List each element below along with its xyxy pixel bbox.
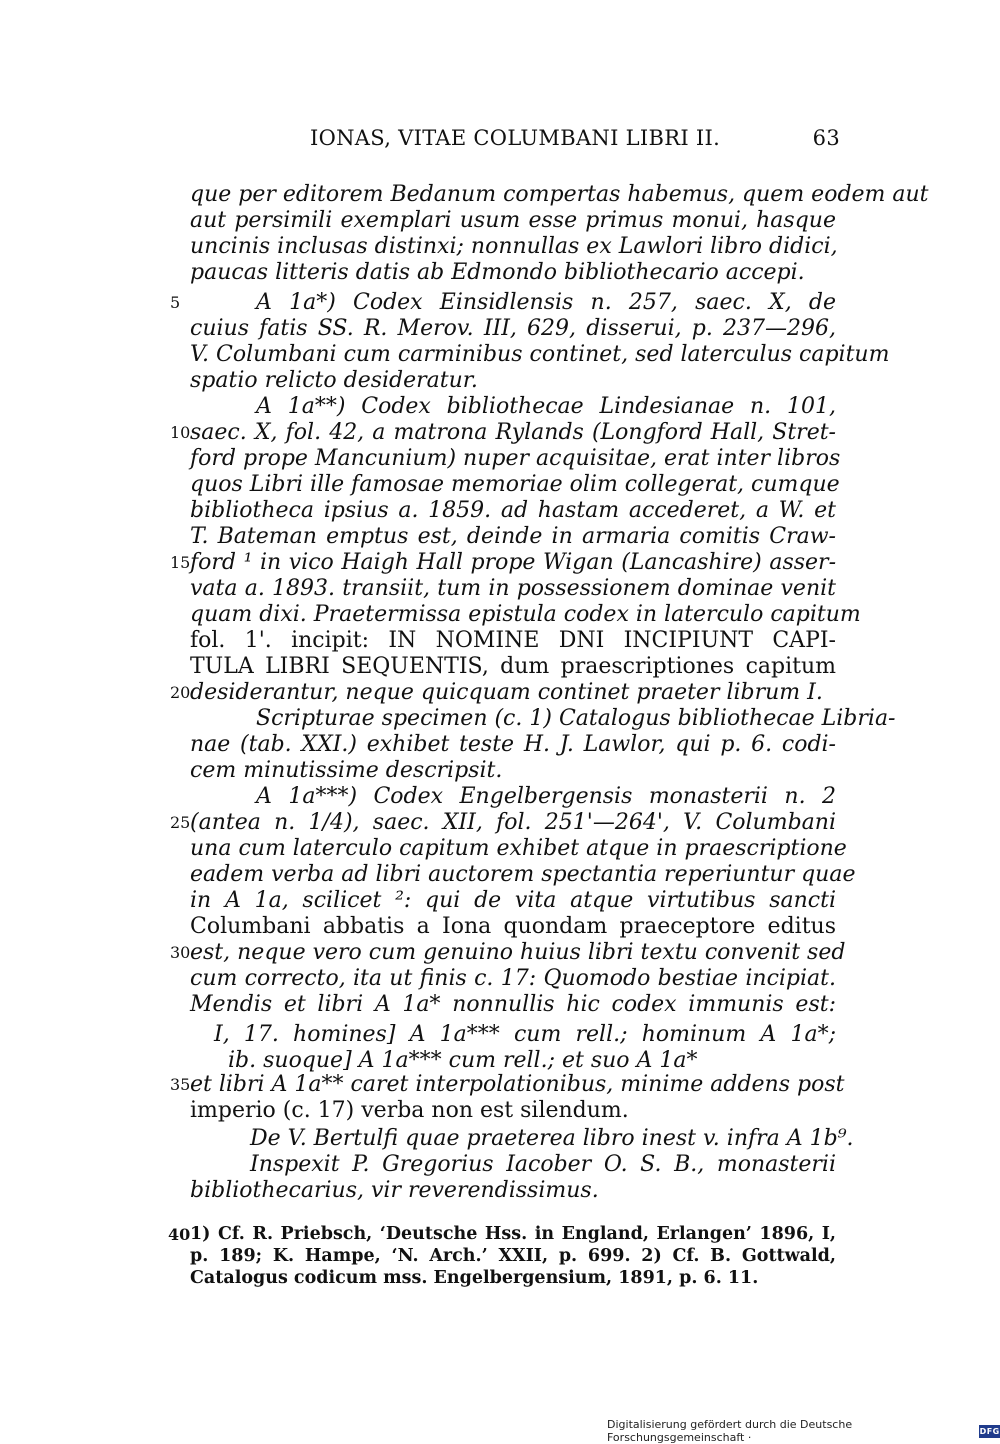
text-line: (antea n. 1/4), saec. XII, fol. 251'—264', V. Columbani: [190, 810, 836, 835]
text-line: Scripturae specimen (c. 1) Catalogus bibliothecae Libria-: [256, 706, 896, 731]
header-title: IONAS, VITAE COLUMBANI LIBRI II.: [310, 126, 721, 150]
text-line: ford ¹ in vico Haigh Hall prope Wigan (Lancashire) asser-: [190, 550, 836, 575]
text-line: quos Libri ille famosae memoriae olim collegerat, cumque: [190, 472, 840, 497]
text-line: eadem verba ad libri auctorem spectantia reperiuntur quae: [190, 862, 856, 887]
text-line: in A 1a, scilicet ²: qui de vita atque virtutibus sancti: [190, 888, 836, 913]
text-line: cuius fatis SS. R. Merov. III, 629, disserui, p. 237—296,: [190, 316, 836, 341]
text-line: vata a. 1893. transiit, tum in possessionem dominae venit: [190, 576, 836, 601]
running-header: [310, 126, 840, 150]
text-line: Inspexit P. Gregorius Iacober O. S. B., monasterii: [250, 1152, 836, 1177]
text-line: V. Columbani cum carminibus continet, sed laterculus capitum: [190, 342, 890, 367]
text-line: et libri A 1a** caret interpolationibus, minime addens post: [190, 1072, 845, 1097]
text-line: aut persimili exemplari usum esse primus monui, hasque: [190, 208, 836, 233]
footnote-line: 1) Cf. R. Priebsch, ‘Deutsche Hss. in England, Erlangen’ 1896, I,: [190, 1224, 836, 1244]
text-line: una cum laterculo capitum exhibet atque in praescriptione: [190, 836, 847, 861]
text-line: Columbani abbatis a Iona quondam praeceptore editus: [190, 914, 836, 939]
text-line: uncinis inclusas distinxi; nonnullas ex Lawlori libro didici,: [190, 234, 838, 259]
digitization-credit: [607, 1418, 1000, 1444]
text-line: A 1a***) Codex Engelbergensis monasterii n. 2: [256, 784, 836, 809]
footnote-line-number: 40: [168, 1225, 191, 1244]
text-line: paucas litteris datis ab Edmondo bibliothecario accepi.: [190, 260, 805, 285]
text-line: desiderantur, neque quicquam continet praeter librum I.: [190, 680, 823, 705]
text-line: quam dixi. Praetermissa epistula codex in laterculo capitum: [190, 602, 861, 627]
text-line: TULA LIBRI SEQUENTIS, dum praescriptiones capitum: [190, 654, 836, 679]
text-line: bibliotheca ipsius a. 1859. ad hastam accederet, a W. et: [190, 498, 836, 523]
text-line: ib. suoque] A 1a*** cum rell.; et suo A 1a*: [228, 1048, 698, 1073]
text-line: I, 17. homines] A 1a*** cum rell.; hominum A 1a*;: [214, 1022, 836, 1047]
text-line: est, neque vero cum genuino huius libri textu convenit sed: [190, 940, 846, 965]
text-line: bibliothecarius, vir reverendissimus.: [190, 1178, 599, 1203]
text-line: saec. X, fol. 42, a matrona Rylands (Longford Hall, Stret-: [190, 420, 836, 445]
line-number: 5: [170, 293, 181, 312]
text-line: spatio relicto desideratur.: [190, 368, 478, 393]
line-number: 15: [170, 553, 191, 572]
dfg-logo-icon: DFG: [979, 1426, 1000, 1436]
credit-text: Digitalisierung gefördert durch die Deutsche Forschungsgemeinschaft ·: [607, 1418, 853, 1444]
text-line: que per editorem Bedanum compertas habemus, quem eodem aut: [190, 182, 929, 207]
line-number: 35: [170, 1075, 191, 1094]
text-line: A 1a*) Codex Einsidlensis n. 257, saec. X, de: [256, 290, 836, 315]
line-number: 10: [170, 423, 191, 442]
text-line: cem minutissime descripsit.: [190, 758, 503, 783]
text-line: T. Bateman emptus est, deinde in armaria comitis Craw-: [190, 524, 836, 549]
footnote-line: p. 189; K. Hampe, ‘N. Arch.’ XXII, p. 699. 2) Cf. B. Gottwald,: [190, 1246, 836, 1266]
line-number: 30: [170, 943, 191, 962]
text-line: fol. 1'. incipit: IN NOMINE DNI INCIPIUNT CAPI-: [190, 628, 836, 653]
text-line: ford prope Mancunium) nuper acquisitae, erat inter libros: [190, 446, 841, 471]
text-line: cum correcto, ita ut finis c. 17: Quomodo bestiae incipiat.: [190, 966, 836, 991]
page-number: 63: [812, 126, 840, 150]
footnote-line: Catalogus codicum mss. Engelbergensium, 1891, p. 6. 11.: [190, 1268, 759, 1288]
text-line: imperio (c. 17) verba non est silendum.: [190, 1098, 629, 1123]
line-number: 20: [170, 683, 191, 702]
line-number: 25: [170, 813, 191, 832]
text-line: De V. Bertulfi quae praeterea libro inest v. infra A 1b⁹.: [250, 1126, 854, 1151]
text-line: Mendis et libri A 1a* nonnullis hic codex immunis est:: [190, 992, 836, 1017]
text-line: nae (tab. XXI.) exhibet teste H. J. Lawlor, qui p. 6. codi-: [190, 732, 836, 757]
text-line: A 1a**) Codex bibliothecae Lindesianae n. 101,: [256, 394, 836, 419]
